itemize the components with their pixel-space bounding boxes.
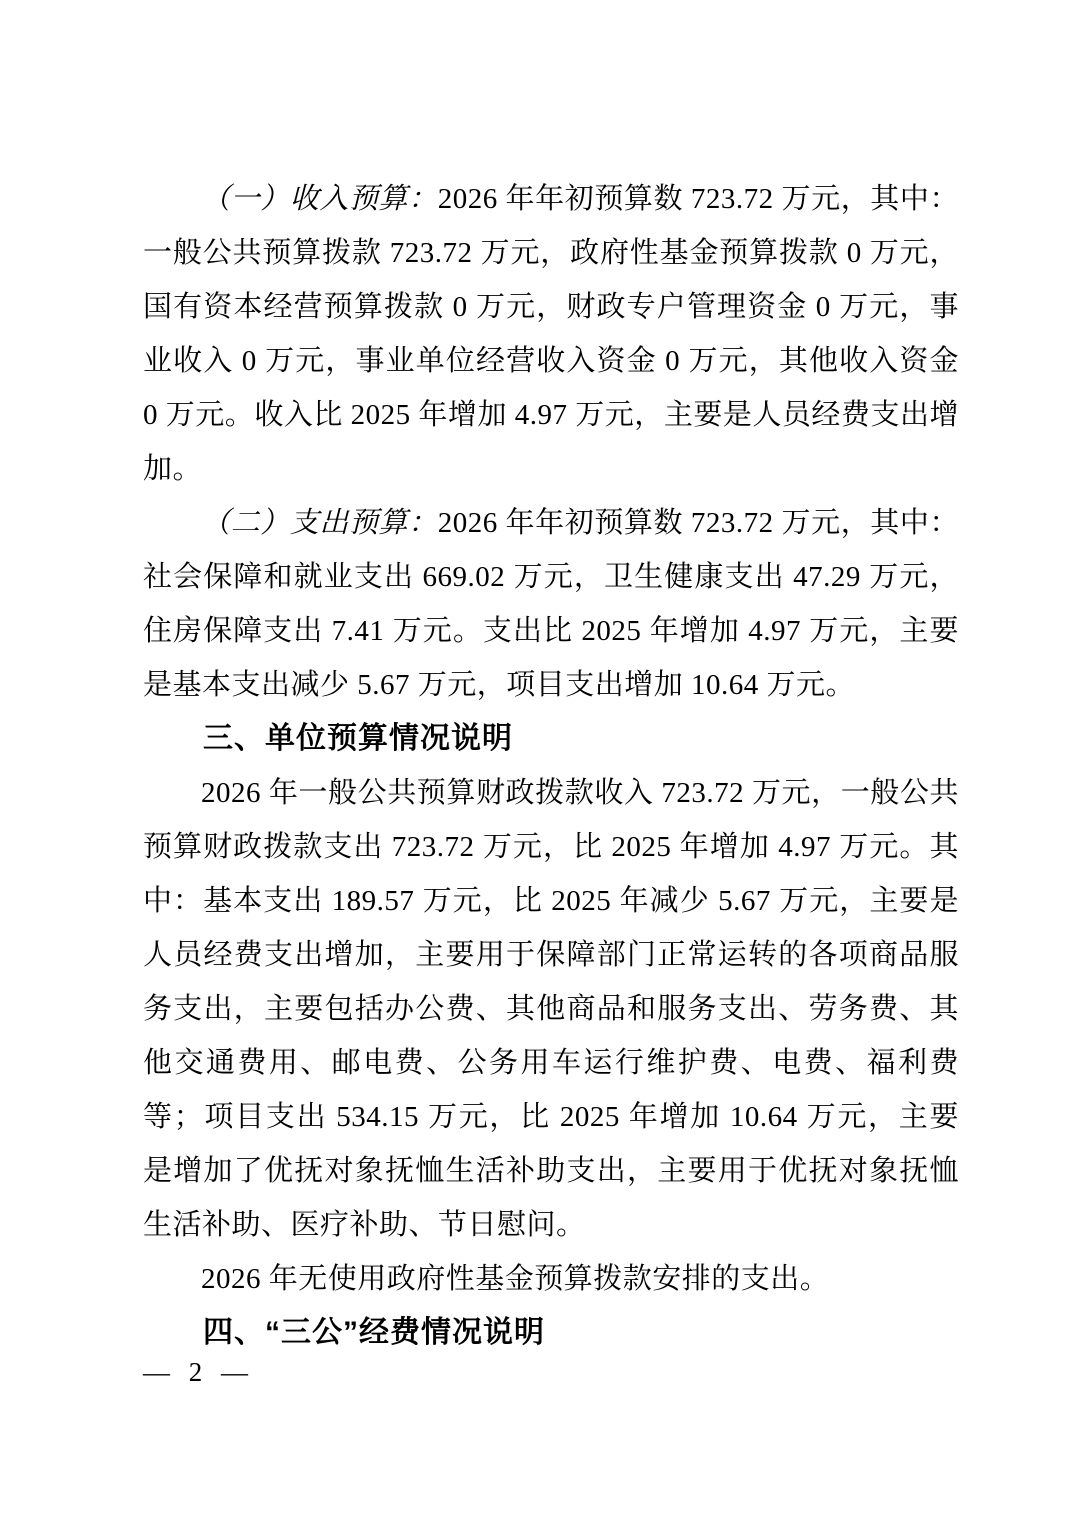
page-number: — 2 —: [143, 1357, 254, 1387]
income-budget-lead: （一）收入预算：: [201, 183, 438, 215]
expenditure-budget-text: 2026 年年初预算数 723.72 万元，其中：社会保障和就业支出 669.02 万元，卫生健康支出 47.29 万元，住房保障支出 7.41 万元。支出比 2025 年增加 4.97 万元，主要是基本支出减少 5.67 万元，项目支出增加 10.64 万元。: [143, 507, 959, 701]
section-heading-three-public: 四、“三公”经费情况说明: [203, 1316, 545, 1349]
paragraph-gov-fund: 2026 年无使用政府性基金预算拨款安排的支出。: [201, 1263, 830, 1295]
expenditure-budget-lead: （二）支出预算：: [201, 507, 438, 539]
paragraph-unit-budget: 2026 年一般公共预算财政拨款收入 723.72 万元，一般公共预算财政拨款支出 723.72 万元，比 2025 年增加 4.97 万元。其中：基本支出 189.57 万元，比 2025 年减少 5.67 万元，主要是人员经费支出增加，主要用于保障部门正常运转的各项商品服务支出，主要包括办公费、其他商品和服务支出、劳务费、其他交通费用、邮电费、公务用车运行维护费、电费、福利费等；项目支出 534.15 万元，比 2025 年增加 10.64 万元，主要是增加了优抚对象抚恤生活补助支出，主要用于优抚对象抚恤生活补助、医疗补助、节日慰问。: [143, 777, 959, 1241]
document-body: [143, 172, 959, 1360]
section-heading-unit-budget: 三、单位预算情况说明: [203, 722, 513, 755]
paragraph-expenditure-budget: [143, 496, 959, 712]
income-budget-text: 2026 年年初预算数 723.72 万元，其中：一般公共预算拨款 723.72 万元，政府性基金预算拨款 0 万元，国有资本经营预算拨款 0 万元，财政专户管理资金 0 万元，事业收入 0 万元，事业单位经营收入资金 0 万元，其他收入资金 0 万元。收入比 2025 年增加 4.97 万元，主要是人员经费支出增加。: [143, 183, 959, 485]
paragraph-income-budget: [143, 172, 959, 496]
